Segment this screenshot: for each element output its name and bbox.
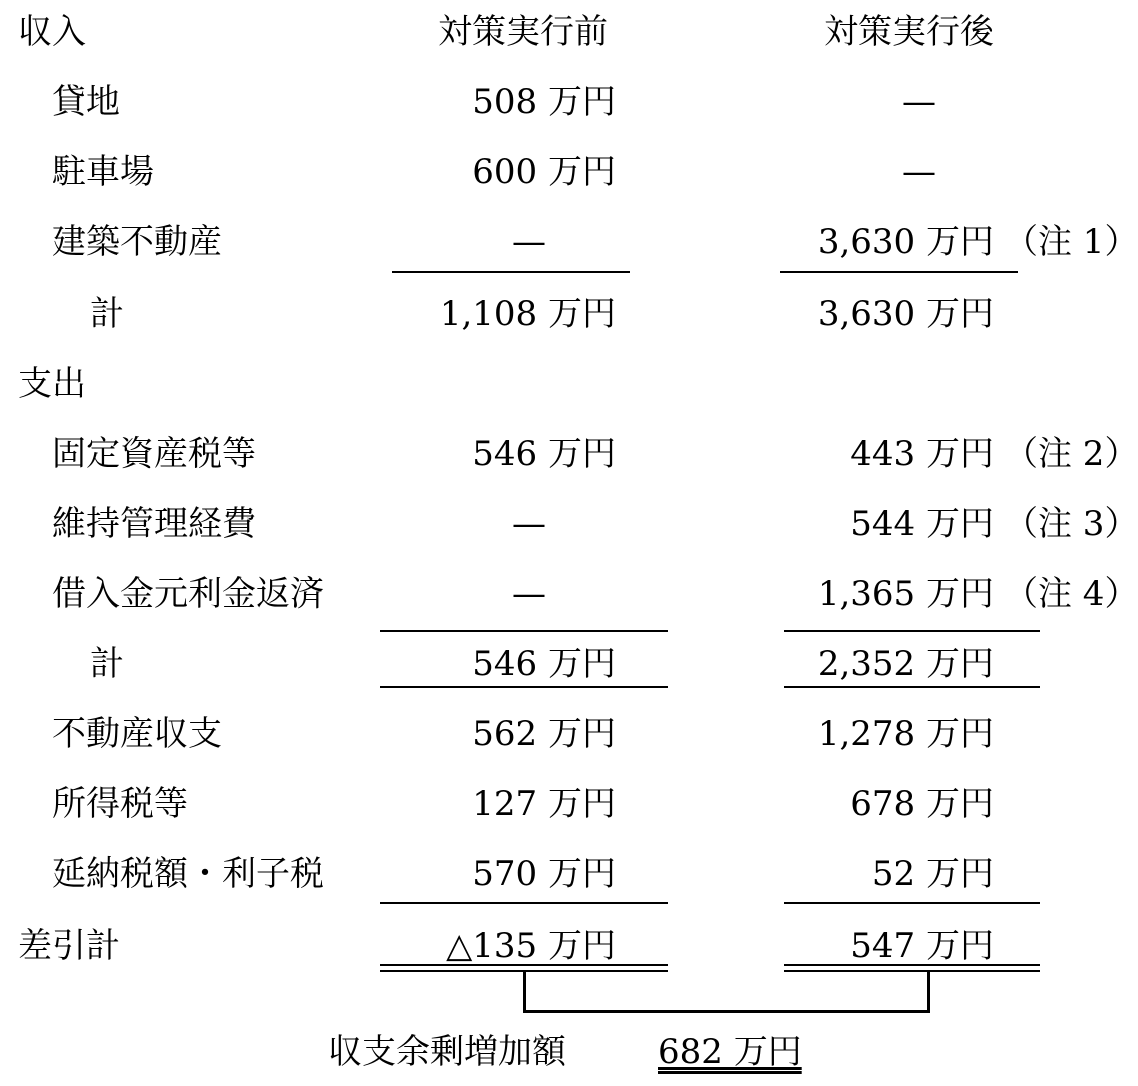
- row-label-maintenance: 維持管理経費: [52, 504, 256, 544]
- net-after: 547 万円: [850, 926, 994, 966]
- double-rule-after: [784, 964, 1040, 972]
- value-after: —: [902, 152, 936, 192]
- row-label-property-tax: 固定資産税等: [52, 434, 256, 474]
- income-total-label: 計: [90, 294, 124, 334]
- value-before: 600 万円: [472, 152, 616, 192]
- footnote-ref: （注 3）: [1004, 504, 1138, 544]
- row-label-building-property: 建築不動産: [52, 222, 222, 262]
- footnote-ref: （注 2）: [1004, 434, 1138, 474]
- net-before: △135 万円: [446, 926, 616, 966]
- income-total-after: 3,630 万円: [817, 294, 994, 334]
- value-after: 3,630 万円: [817, 222, 994, 262]
- value-before: —: [512, 222, 546, 262]
- expense-section-label: 支出: [18, 364, 86, 404]
- row-label-deferred-tax: 延納税額・利子税: [52, 854, 324, 894]
- value-after: 544 万円: [850, 504, 994, 544]
- total-rule-before: [380, 686, 668, 688]
- column-header-before: 対策実行前: [438, 12, 608, 52]
- income-section-label: 収入: [18, 12, 86, 52]
- row-label-income-tax: 所得税等: [52, 784, 188, 824]
- net-rule-after: [784, 902, 1040, 904]
- surplus-increase-value: 682 万円: [658, 1032, 802, 1072]
- net-label: 差引計: [18, 926, 120, 966]
- row-label-lease-land: 貸地: [52, 82, 120, 122]
- value-after: 1,365 万円: [817, 574, 994, 614]
- value-after: 443 万円: [850, 434, 994, 474]
- subtotal-rule-before: [392, 271, 630, 273]
- expense-total-after: 2,352 万円: [817, 644, 994, 684]
- value-before: 127 万円: [472, 784, 616, 824]
- value-after: —: [902, 82, 936, 122]
- value-before: —: [512, 574, 546, 614]
- row-label-loan-repayment: 借入金元利金返済: [52, 574, 324, 614]
- bracket-right: [927, 972, 930, 1012]
- expense-total-label: 計: [90, 644, 124, 684]
- value-before: —: [512, 504, 546, 544]
- value-after: 678 万円: [850, 784, 994, 824]
- row-label-parking: 駐車場: [52, 152, 154, 192]
- value-after: 1,278 万円: [817, 714, 994, 754]
- footnote-ref: （注 1）: [1004, 222, 1138, 262]
- footnote-ref: （注 4）: [1004, 574, 1138, 614]
- total-rule-after: [784, 686, 1040, 688]
- column-header-after: 対策実行後: [824, 12, 994, 52]
- row-label-real-estate-balance: 不動産収支: [52, 714, 222, 754]
- value-before: 508 万円: [472, 82, 616, 122]
- value-after: 52 万円: [871, 854, 994, 894]
- surplus-increase-label: 収支余剰増加額: [328, 1032, 566, 1072]
- value-before: 546 万円: [472, 434, 616, 474]
- subtotal-rule-after: [784, 630, 1040, 632]
- bracket-bottom: [523, 1010, 930, 1013]
- value-before: 570 万円: [472, 854, 616, 894]
- expense-total-before: 546 万円: [472, 644, 616, 684]
- double-rule-before: [380, 964, 668, 972]
- value-before: 562 万円: [472, 714, 616, 754]
- income-total-before: 1,108 万円: [439, 294, 616, 334]
- subtotal-rule-after: [780, 271, 1018, 273]
- bracket-left: [523, 972, 526, 1012]
- net-rule-before: [380, 902, 668, 904]
- subtotal-rule-before: [380, 630, 668, 632]
